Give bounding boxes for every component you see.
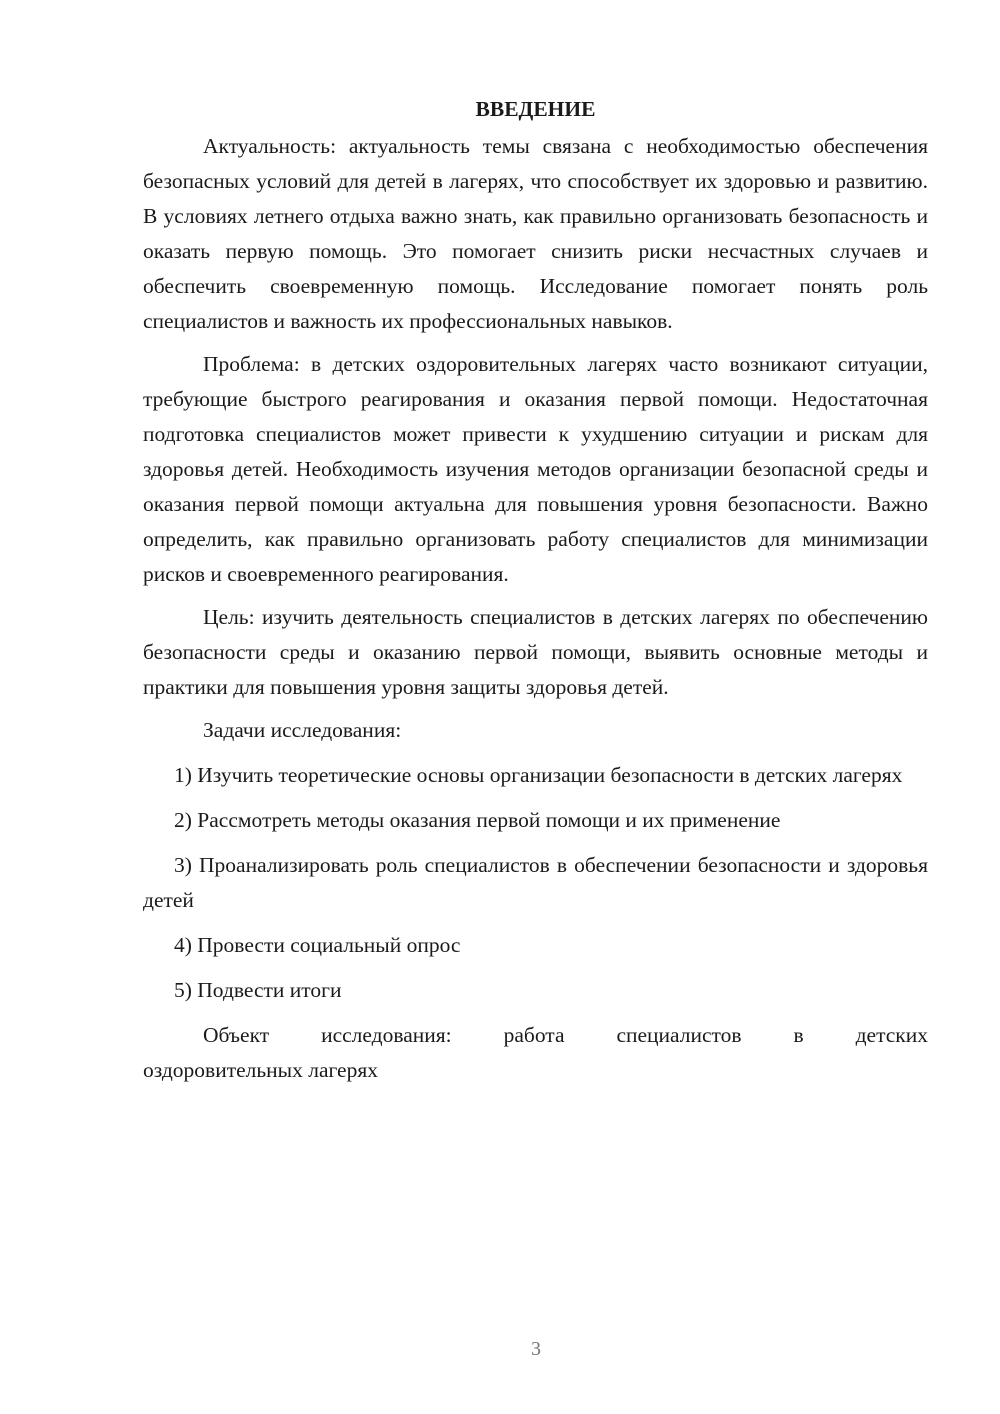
task-item-1: 1) Изучить теоретические основы организации безопасности в детских лагерях	[174, 763, 903, 787]
paragraph-object-line-1: Объект исследования: работа специалистов в детских	[203, 1023, 928, 1047]
task-item-4: 4) Провести социальный опрос	[174, 933, 461, 957]
page-number: 3	[531, 1338, 541, 1360]
paragraph-object-line-2: оздоровительных лагерях	[143, 1058, 378, 1082]
paragraph-goal: Цель: изучить деятельность специалистов в детских лагерях по обеспечению безопасности среды и оказанию первой помощи, выявить основные методы и практики для повышения уровня защиты здоровья детей.	[143, 605, 928, 699]
paragraph-tasks-heading: Задачи исследования:	[203, 718, 402, 742]
task-item-3: 3) Проанализировать роль специалистов в обеспечении безопасности и здоровья детей	[143, 853, 928, 912]
task-item-5: 5) Подвести итоги	[174, 978, 342, 1002]
paragraph-relevance: Актуальность: актуальность темы связана с необходимостью обеспечения безопасных условий для детей в лагерях, что способствует их здоровью и развитию. В условиях летнего отдыха важно знать, как правильно организовать безопасность и оказать первую помощь. Это помогает снизить риски несчастных случаев и обеспечить своевременную помощь. Исследование помогает понять роль специалистов и важность их профессиональных навыков.	[143, 134, 928, 333]
task-item-2: 2) Рассмотреть методы оказания первой помощи и их применение	[174, 808, 781, 832]
paragraph-problem: Проблема: в детских оздоровительных лагерях часто возникают ситуации, требующие быстрого реагирования и оказания первой помощи. Недостаточная подготовка специалистов может привести к ухудшению ситуации и рискам для здоровья детей. Необходимость изучения методов организации безопасной среды и оказания первой помощи актуальна для повышения уровня безопасности. Важно определить, как правильно организовать работу специалистов для минимизации рисков и своевременного реагирования.	[143, 352, 928, 586]
page-content	[143, 92, 928, 1088]
page-title: ВВЕДЕНИЕ	[475, 97, 596, 121]
